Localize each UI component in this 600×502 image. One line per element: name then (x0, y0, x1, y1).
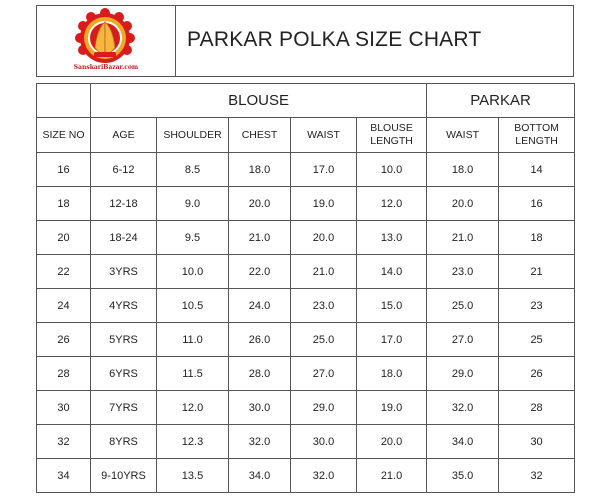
cell-waist: 20.0 (291, 221, 357, 255)
col-header-age: AGE (91, 118, 157, 153)
cell-waist: 21.0 (291, 255, 357, 289)
cell-parkar-waist: 20.0 (427, 187, 499, 221)
cell-age: 18-24 (91, 221, 157, 255)
cell-blouse-length: 12.0 (357, 187, 427, 221)
cell-age: 7YRS (91, 391, 157, 425)
col-header-chest: CHEST (229, 118, 291, 153)
cell-bottom-length: 21 (499, 255, 575, 289)
cell-parkar-waist: 29.0 (427, 357, 499, 391)
namaste-hands-icon (65, 8, 145, 64)
col-header-parkar-waist: WAIST (427, 118, 499, 153)
cell-parkar-waist: 34.0 (427, 425, 499, 459)
cell-chest: 26.0 (229, 323, 291, 357)
chart-header (36, 5, 574, 77)
cell-shoulder: 9.5 (157, 221, 229, 255)
cell-waist: 17.0 (291, 153, 357, 187)
cell-size: 18 (37, 187, 91, 221)
cell-age: 5YRS (91, 323, 157, 357)
cell-age: 8YRS (91, 425, 157, 459)
cell-chest: 24.0 (229, 289, 291, 323)
table-row (37, 221, 575, 255)
cell-parkar-waist: 21.0 (427, 221, 499, 255)
cell-age: 6YRS (91, 357, 157, 391)
col-header-waist: WAIST (291, 118, 357, 153)
chart-title: PARKAR POLKA SIZE CHART (187, 28, 482, 51)
cell-shoulder: 10.5 (157, 289, 229, 323)
table-row (37, 391, 575, 425)
brand-caption: SanskariBazar.com (73, 64, 139, 71)
cell-shoulder: 10.0 (157, 255, 229, 289)
cell-shoulder: 12.0 (157, 391, 229, 425)
col-header-shoulder: SHOULDER (157, 118, 229, 153)
cell-blouse-length: 17.0 (357, 323, 427, 357)
cell-chest: 30.0 (229, 391, 291, 425)
cell-waist: 27.0 (291, 357, 357, 391)
cell-parkar-waist: 18.0 (427, 153, 499, 187)
cell-bottom-length: 26 (499, 357, 575, 391)
cell-shoulder: 9.0 (157, 187, 229, 221)
cell-bottom-length: 28 (499, 391, 575, 425)
cell-waist: 30.0 (291, 425, 357, 459)
cell-chest: 18.0 (229, 153, 291, 187)
cell-bottom-length: 32 (499, 459, 575, 493)
col-header-size: SIZE NO (37, 118, 91, 153)
size-chart-sheet (36, 5, 574, 489)
cell-size: 16 (37, 153, 91, 187)
logo-cell (37, 6, 176, 76)
column-header-row (37, 118, 575, 153)
table-row (37, 153, 575, 187)
cell-age: 9-10YRS (91, 459, 157, 493)
cell-parkar-waist: 32.0 (427, 391, 499, 425)
cell-bottom-length: 30 (499, 425, 575, 459)
cell-size: 20 (37, 221, 91, 255)
cell-blouse-length: 10.0 (357, 153, 427, 187)
cell-parkar-waist: 35.0 (427, 459, 499, 493)
table-row (37, 459, 575, 493)
cell-waist: 32.0 (291, 459, 357, 493)
size-table (36, 83, 575, 493)
cell-size: 32 (37, 425, 91, 459)
cell-age: 6-12 (91, 153, 157, 187)
col-header-bottom-length: BOTTOM LENGTH (499, 118, 575, 153)
cell-chest: 21.0 (229, 221, 291, 255)
cell-chest: 22.0 (229, 255, 291, 289)
cell-waist: 19.0 (291, 187, 357, 221)
table-body (37, 153, 575, 493)
col-header-blouse-length: BLOUSE LENGTH (357, 118, 427, 153)
cell-size: 30 (37, 391, 91, 425)
group-spacer (37, 84, 91, 118)
cell-shoulder: 8.5 (157, 153, 229, 187)
cell-size: 28 (37, 357, 91, 391)
table-row (37, 323, 575, 357)
cell-blouse-length: 14.0 (357, 255, 427, 289)
cell-blouse-length: 20.0 (357, 425, 427, 459)
cell-size: 24 (37, 289, 91, 323)
cell-bottom-length: 23 (499, 289, 575, 323)
cell-age: 4YRS (91, 289, 157, 323)
table-row (37, 289, 575, 323)
cell-bottom-length: 18 (499, 221, 575, 255)
cell-blouse-length: 18.0 (357, 357, 427, 391)
cell-shoulder: 13.5 (157, 459, 229, 493)
cell-blouse-length: 13.0 (357, 221, 427, 255)
cell-waist: 23.0 (291, 289, 357, 323)
cell-bottom-length: 14 (499, 153, 575, 187)
cell-chest: 34.0 (229, 459, 291, 493)
cell-blouse-length: 19.0 (357, 391, 427, 425)
table-row (37, 187, 575, 221)
cell-bottom-length: 16 (499, 187, 575, 221)
cell-shoulder: 11.5 (157, 357, 229, 391)
cell-age: 3YRS (91, 255, 157, 289)
cell-shoulder: 11.0 (157, 323, 229, 357)
cell-age: 12-18 (91, 187, 157, 221)
cell-bottom-length: 25 (499, 323, 575, 357)
cell-waist: 25.0 (291, 323, 357, 357)
cell-size: 22 (37, 255, 91, 289)
cell-chest: 28.0 (229, 357, 291, 391)
cell-chest: 32.0 (229, 425, 291, 459)
cell-shoulder: 12.3 (157, 425, 229, 459)
cell-parkar-waist: 25.0 (427, 289, 499, 323)
cell-blouse-length: 15.0 (357, 289, 427, 323)
group-header-row (37, 84, 575, 118)
table-row (37, 425, 575, 459)
cell-chest: 20.0 (229, 187, 291, 221)
table-row (37, 357, 575, 391)
cell-size: 26 (37, 323, 91, 357)
parkar-group-header: PARKAR (427, 84, 575, 118)
cell-parkar-waist: 23.0 (427, 255, 499, 289)
blouse-group-header: BLOUSE (91, 84, 427, 118)
cell-parkar-waist: 27.0 (427, 323, 499, 357)
table-row (37, 255, 575, 289)
cell-waist: 29.0 (291, 391, 357, 425)
cell-size: 34 (37, 459, 91, 493)
cell-blouse-length: 21.0 (357, 459, 427, 493)
